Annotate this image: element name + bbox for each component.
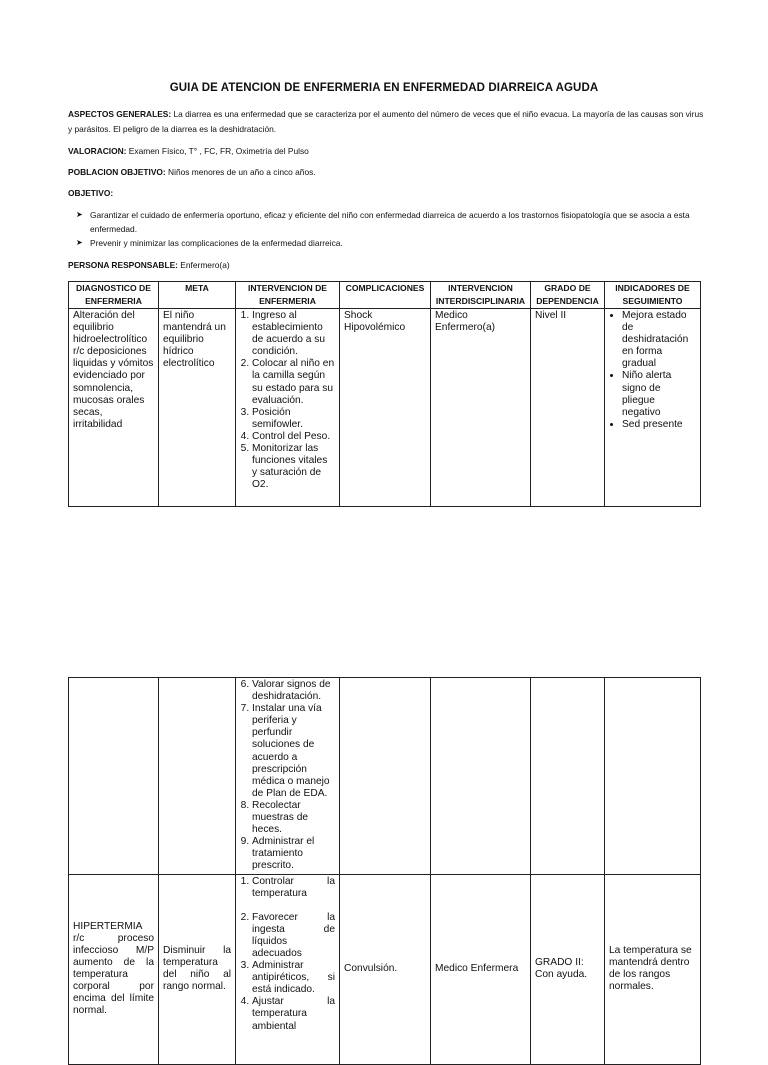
header-diagnostico: DIAGNOSTICO DE ENFERMERIA <box>69 282 159 309</box>
aspectos-text: La diarrea es una enfermedad que se caracteriza por el aumento del número de veces que el niño evacua. La mayoría de las causas son virus y parásitos. El peligro de la diarrea es la deshidratación. <box>68 109 704 134</box>
cell-interdisciplinaria: Medico Enfermera <box>431 874 531 1064</box>
objetivos-list <box>76 208 704 251</box>
cell-indicadores <box>605 309 701 507</box>
header-interdisciplinaria: INTERVENCION INTERDISCIPLINARIA <box>431 282 531 309</box>
list-item <box>76 236 704 250</box>
care-table <box>68 281 701 507</box>
cell-dependencia: GRADO II: Con ayuda. <box>531 874 605 1064</box>
cell-meta: Disminuir la temperatura del niño al rango normal. <box>159 874 236 1064</box>
cell-interdisciplinaria <box>431 678 531 875</box>
arrow-bullet-icon: ➤ <box>76 210 83 219</box>
list-item: 3. Posición semifowler. <box>252 407 335 431</box>
persona-responsable <box>68 258 704 273</box>
page-title: GUIA DE ATENCION DE ENFERMERIA EN ENFERMEDAD DIARREICA AGUDA <box>169 82 599 94</box>
list-item: • Niño alerta signo de pliegue negativo <box>622 370 696 418</box>
arrow-bullet-icon: ➤ <box>76 238 83 248</box>
valoracion <box>68 144 704 159</box>
cell-complicaciones <box>340 678 431 875</box>
objetivo <box>68 186 704 201</box>
cell-complicaciones: Shock Hipovolémico <box>340 309 431 507</box>
cell-diagnostico <box>69 678 159 875</box>
cell-complicaciones: Convulsión. <box>340 874 431 1064</box>
cell-dependencia <box>531 678 605 875</box>
table-row <box>69 309 701 507</box>
list-item: 1. Ingreso al establecimiento de acuerdo a su condición. <box>252 310 335 358</box>
responsable-label: PERSONA RESPONSABLE: <box>68 260 178 270</box>
aspectos-label: ASPECTOS GENERALES: <box>68 109 172 119</box>
valoracion-text: Examen Físico, T° , FC, FR, Oximetría del Pulso <box>126 146 309 156</box>
header-intervencion: INTERVENCION DE ENFERMERIA <box>236 282 340 309</box>
list-item: 3. Administrar antipiréticos, si está indicado. <box>252 960 335 996</box>
list-item: • Mejora estado de deshidratación en forma gradual <box>622 310 696 370</box>
list-item: 2. Colocar al niño en la camilla según su estado para su evaluación. <box>252 358 335 406</box>
list-item: 9. Administrar el tratamiento prescrito. <box>252 836 335 872</box>
intervention-list <box>240 876 335 1033</box>
objetivo-label: OBJETIVO: <box>68 188 114 198</box>
table-row <box>69 874 701 1064</box>
list-item: 7. Instalar una vía periferia y perfundir soluciones de acuerdo a prescripción médica o manejo de Plan de EDA. <box>252 703 335 800</box>
valoracion-label: VALORACION: <box>68 146 127 156</box>
cell-intervencion <box>236 874 340 1064</box>
objetivo-item: Garantizar el cuidado de enfermería oportuno, eficaz y eficiente del niño con enfermedad diarreica de acuerdo a los trastornos fisiopatología que se asocia a esta enfermedad. <box>90 210 690 235</box>
care-table-continued <box>68 677 701 1065</box>
aspectos-generales <box>68 107 704 136</box>
cell-intervencion <box>236 678 340 875</box>
header-complicaciones: COMPLICACIONES <box>340 282 431 309</box>
header-dependencia: GRADO DE DEPENDENCIA <box>531 282 605 309</box>
header-indicadores: INDICADORES DE SEGUIMIENTO <box>605 282 701 309</box>
header-meta: META <box>159 282 236 309</box>
intervention-list <box>240 310 335 491</box>
cell-meta: El niño mantendrá un equilibrio hídrico electrolítico <box>159 309 236 507</box>
cell-intervencion <box>236 309 340 507</box>
cell-dependencia: Nivel II <box>531 309 605 507</box>
intervention-list <box>240 679 335 873</box>
cell-diagnostico: Alteración del equilibrio hidroelectrolítico r/c deposiciones liquidas y vómitos evidenciado por somnolencia, mucosas orales secas, irritabilidad <box>69 309 159 507</box>
list-item: 8. Recolectar muestras de heces. <box>252 800 335 836</box>
poblacion-text: Niños menores de un año a cinco años. <box>165 167 316 177</box>
poblacion-objetivo <box>68 165 704 180</box>
objetivo-item: Prevenir y minimizar las complicaciones de la enfermedad diarreica. <box>90 238 343 249</box>
list-item <box>76 208 704 236</box>
list-item: 2. Favorecer la ingesta de líquidos adecuados <box>252 912 335 960</box>
list-item: 4. Ajustar la temperatura ambiental <box>252 996 335 1032</box>
list-item: 4. Control del Peso. <box>252 431 335 443</box>
indicator-list <box>609 310 696 431</box>
cell-meta <box>159 678 236 875</box>
cell-interdisciplinaria: Medico Enfermero(a) <box>431 309 531 507</box>
table-row <box>69 678 701 875</box>
cell-indicadores: La temperatura se mantendrá dentro de los rangos normales. <box>605 874 701 1064</box>
list-item: 1. Controlar la temperatura <box>252 876 335 900</box>
list-item: 5. Monitorizar las funciones vitales y saturación de O2. <box>252 443 335 491</box>
responsable-text: Enfermero(a) <box>177 260 230 270</box>
list-item: • Sed presente <box>622 419 696 431</box>
cell-indicadores <box>605 678 701 875</box>
poblacion-label: POBLACION OBJETIVO: <box>68 167 166 177</box>
table-header-row <box>69 282 701 309</box>
list-item: 6. Valorar signos de deshidratación. <box>252 679 335 703</box>
cell-diagnostico: HIPERTERMIA r/c proceso infeccioso M/P aumento de la temperatura corporal por encima del límite normal. <box>69 874 159 1064</box>
